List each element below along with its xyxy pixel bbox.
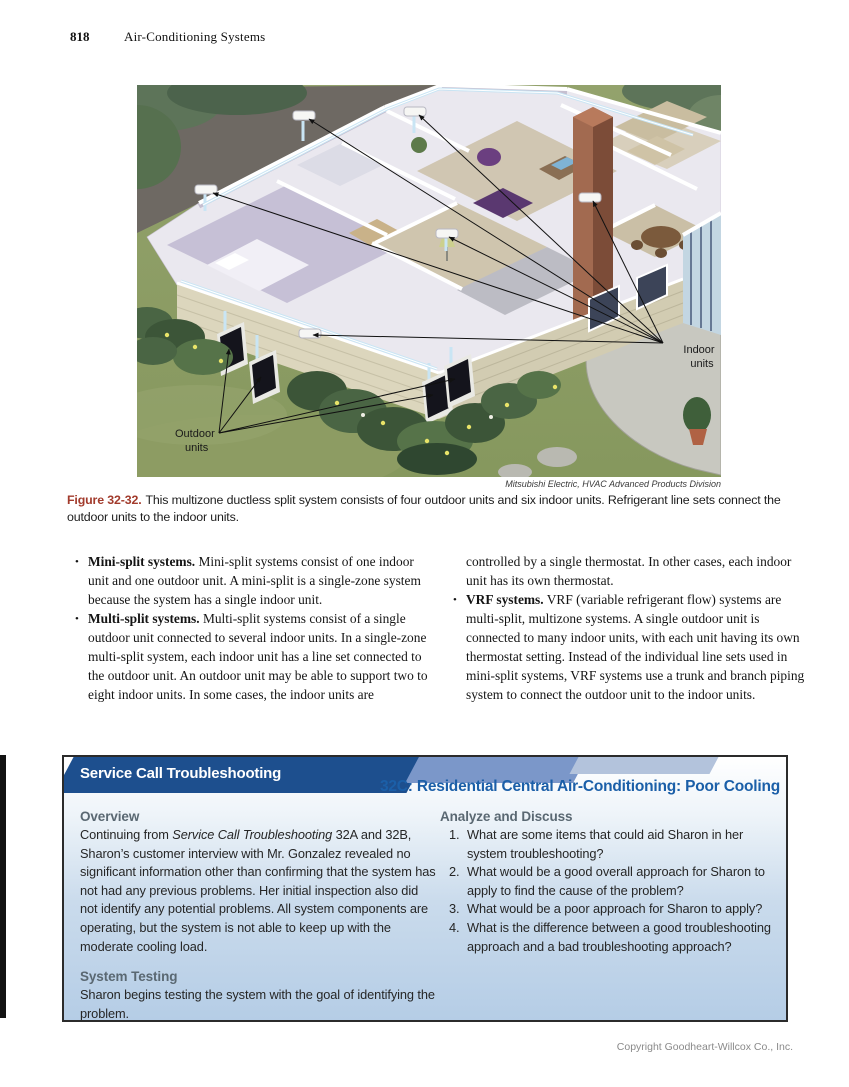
overview-heading: Overview: [80, 809, 140, 824]
page-number: 818: [70, 29, 90, 44]
bullet-lead: Multi-split systems.: [88, 611, 200, 626]
bullet-lead: Mini-split systems.: [88, 554, 196, 569]
service-call-left-column: [80, 807, 438, 1022]
svg-text:units: units: [185, 442, 209, 454]
figure-label: Figure 32-32.: [67, 493, 142, 507]
question-item: What would be a poor approach for Sharon to apply?: [467, 901, 763, 917]
bullet-multi-split: [67, 609, 431, 704]
copyright-footer: Copyright Goodheart-Willcox Co., Inc.: [616, 1041, 793, 1053]
house-cutaway-illustration: [137, 85, 721, 477]
analyze-heading: Analyze and Discuss: [440, 809, 573, 824]
running-head: Air-Conditioning Systems: [124, 29, 266, 44]
service-call-box: [62, 755, 788, 1022]
bullet-text: Mini-split systems consist of one indoor unit and one outdoor unit. A mini-split is a single-zone system because the system has a single indoor unit.: [88, 554, 421, 607]
question-item: What is the difference between a good troubleshooting approach and a bad troubleshooting approach?: [467, 919, 771, 954]
service-call-right-column: [440, 807, 782, 956]
system-testing-heading: System Testing: [80, 969, 178, 985]
figure-credit: Mitsubishi Electric, HVAC Advanced Products Division: [505, 479, 721, 489]
svg-text:units: units: [690, 358, 714, 370]
figure-illustration: [137, 85, 721, 477]
bullet-text: Multi-split systems consist of a single outdoor unit connected to several indoor units. In a single-zone multi-split system, each indoor unit has a line set connected to the outdoor unit. An outdoor unit may be able to support two to eight indoor units. In some cases, the indoor units are: [88, 611, 428, 702]
banner-shape-light: [569, 757, 718, 774]
body-column-left: [67, 552, 431, 704]
page-edge-bar: [0, 755, 6, 1018]
question-item: What are some items that could aid Sharon in her system troubleshooting?: [467, 827, 744, 861]
service-call-banner: Service Call Troubleshooting: [80, 765, 282, 782]
body-column-right: [445, 552, 809, 704]
analyze-questions: [440, 826, 782, 956]
figure-caption-text: This multizone ductless split system consists of four outdoor units and six indoor units. Refrigerant line sets connect the outdoor units to the indoor units.: [67, 493, 781, 525]
outdoor-units-label: Outdoor: [175, 428, 215, 440]
question-item: What would be a good overall approach for Sharon to apply to find the cause of the problem?: [467, 864, 765, 898]
bullet-text: VRF (variable refrigerant flow) systems are multi-split, multizone systems. A single outdoor unit is connected to many indoor units, with each unit having its own thermostat setting. Instead of the individual line sets used in mini-split systems, VRF systems use a trunk and branch piping system to connect the outdoor unit to the indoor units.: [466, 592, 805, 702]
indoor-units-label: Indoor: [683, 344, 715, 356]
service-call-title: 32C: Residential Central Air-Conditioning: Poor Cooling: [379, 778, 780, 795]
bullet-mini-split: [67, 552, 431, 609]
overview-paragraph: Continuing from Service Call Troubleshooting 32A and 32B, Sharon’s customer interview with Mr. Gonzalez revealed no significant information other than confirming that the system has not had any previous problems. Her initial inspection also did not identify any potential problems. All system components are operating, but the system is not able to keep up with the moderate cooling load.: [80, 827, 436, 954]
continuation-text: controlled by a single thermostat. In other cases, each indoor unit has its own thermostat.: [466, 554, 792, 588]
italic-reference: Service Call Troubleshooting: [172, 827, 333, 842]
bullet-vrf: [445, 590, 809, 704]
bullet-lead: VRF systems.: [466, 592, 544, 607]
figure-caption: [67, 492, 791, 526]
system-testing-paragraph: Sharon begins testing the system with the goal of identifying the problem.: [80, 987, 435, 1021]
